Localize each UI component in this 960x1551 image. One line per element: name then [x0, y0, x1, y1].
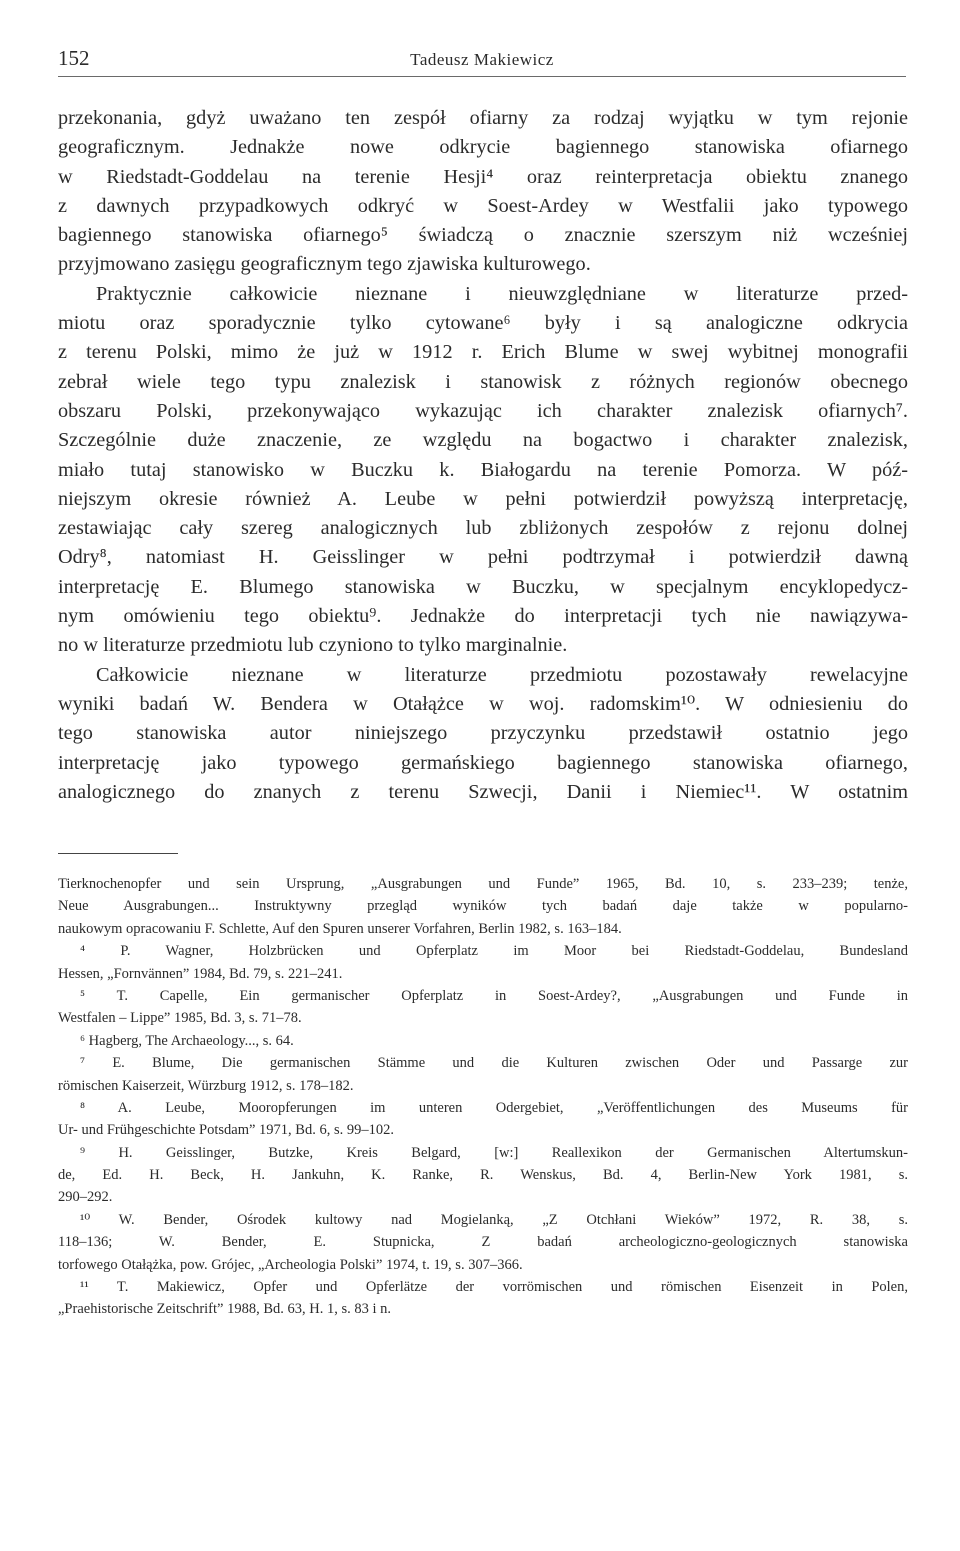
page-header	[58, 44, 906, 77]
footnote-separator	[58, 853, 178, 854]
footnote-line: ⁵ T. Capelle, Ein germanischer Opferplatz in Soest-Ardey?, „Ausgrabungen und Funde in	[80, 987, 908, 1004]
footnote-line: römischen Kaiserzeit, Würzburg 1912, s. 178–182.	[58, 1077, 354, 1094]
text-line: Odry⁸, natomiast H. Geisslinger w pełni podtrzymał i potwierdził dawną	[58, 546, 908, 569]
text-line: wyniki badań W. Bendera w Otałążce w woj. radomskim¹⁰. W odniesieniu do	[58, 692, 908, 715]
text-line: z terenu Polski, mimo że już w 1912 r. Erich Blume w swej wybitnej monografii	[58, 341, 908, 364]
footnote-line: 290–292.	[58, 1189, 113, 1206]
footnote-line: Westfalen – Lippe” 1985, Bd. 3, s. 71–78.	[58, 1010, 302, 1027]
running-head: Tadeusz Makiewicz	[410, 50, 554, 69]
footnote-line: „Praehistorische Zeitschrift” 1988, Bd. 63, H. 1, s. 83 i n.	[58, 1301, 392, 1318]
footnote-line: ⁴ P. Wagner, Holzbrücken und Opferplatz im Moor bei Riedstadt-Goddelau, Bundesland	[80, 943, 908, 960]
footnote-line: Ur- und Frühgeschichte Potsdam” 1971, Bd. 6, s. 99–102.	[58, 1122, 394, 1139]
text-line: obszaru Polski, przekonywająco wykazując ich charakter znalezisk ofiarnych⁷.	[58, 399, 908, 422]
text-line: przekonania, gdyż uważano ten zespół ofiarny za rodzaj wyjątku w tym rejonie	[58, 107, 908, 129]
footnote-line: Neue Ausgrabungen... Instruktywny przegląd wyników tych badań daje także w popularno-	[58, 898, 908, 915]
text-line: bagiennego stanowiska ofiarnego⁵ świadczą o znacznie szerszym niż wcześniej	[58, 224, 908, 247]
text-line: interpretację jako typowego germańskiego bagiennego stanowiska ofiarnego,	[58, 751, 908, 774]
text-line: no w literaturze przedmiotu lub czyniono to tylko marginalnie.	[58, 634, 568, 657]
text-line: Praktycznie całkowicie nieznane i nieuwzględniane w literaturze przed-	[96, 282, 908, 305]
footnote-line: ¹¹ T. Makiewicz, Opfer und Opferlätze der vorrömischen und römischen Eisenzeit in Polen,	[80, 1279, 908, 1296]
footnote-line: ¹⁰ W. Bender, Ośrodek kultowy nad Mogielanką, „Z Otchłani Wieków” 1972, R. 38, s.	[80, 1211, 908, 1228]
text-line: zestawiając cały szereg analogicznych lub zbliżonych zespołów z rejonu dolnej	[58, 517, 908, 540]
text-line: niejszym okresie również A. Leube w pełni potwierdził powyższą interpretację,	[58, 487, 908, 510]
text-line: interpretację E. Blumego stanowiska w Buczku, w specjalnym encyklopedycz-	[58, 575, 908, 598]
footnote-line: Hessen, „Fornvännen” 1984, Bd. 79, s. 221–241.	[58, 965, 343, 982]
footnote-line: Tierknochenopfer und sein Ursprung, „Ausgrabungen und Funde” 1965, Bd. 10, s. 233–239; tenże,	[58, 876, 908, 892]
text-line: zebrał wiele tego typu znalezisk i stanowisk z różnych regionów obecnego	[58, 370, 908, 393]
footnote-line: ⁶ Hagberg, The Archaeology..., s. 64.	[80, 1032, 294, 1049]
footnotes	[58, 873, 908, 1321]
body-text	[58, 104, 908, 807]
footnote-line: ⁸ A. Leube, Mooropferungen im unteren Odergebiet, „Veröffentlichungen des Museums für	[80, 1099, 908, 1116]
footnote-line: ⁹ H. Geisslinger, Butzke, Kreis Belgard, [w:] Reallexikon der Germanischen Altertumskun-	[80, 1144, 908, 1161]
text-line: Całkowicie nieznane w literaturze przedmiotu pozostawały rewelacyjne	[96, 663, 908, 686]
text-line: przyjmowano zasięgu geograficznym tego zjawiska kulturowego.	[58, 253, 591, 276]
text-line: miotu oraz sporadycznie tylko cytowane⁶ były i są analogiczne odkrycia	[58, 312, 908, 335]
footnote-line: ⁷ E. Blume, Die germanischen Stämme und die Kulturen zwischen Oder und Passarge zur	[80, 1055, 908, 1072]
text-line: geograficznym. Jednakże nowe odkrycie bagiennego stanowiska ofiarnego	[58, 136, 908, 159]
text-line: Szczególnie duże znaczenie, ze względu na bogactwo i charakter znalezisk,	[58, 429, 908, 452]
page-number: 152	[58, 46, 90, 70]
text-line: tego stanowiska autor niniejszego przyczynku przedstawił ostatnio jego	[58, 722, 908, 745]
footnote-line: torfowego Otałążka, pow. Grójec, „Archeologia Polski” 1974, t. 19, s. 307–366.	[58, 1256, 523, 1273]
text-line: w Riedstadt-Goddelau na terenie Hesji⁴ oraz reinterpretacja obiektu znanego	[58, 165, 908, 188]
text-line: z dawnych przypadkowych odkryć w Soest-Ardey w Westfalii jako typowego	[58, 194, 908, 217]
text-line: analogicznego do znanych z terenu Szwecji, Danii i Niemiec¹¹. W ostatnim	[58, 780, 908, 803]
footnote-line: naukowym opracowaniu F. Schlette, Auf den Spuren unserer Vorfahren, Berlin 1982, s. 163–184.	[58, 920, 622, 937]
text-line: miało tutaj stanowisko w Buczku k. Białogardu na terenie Pomorza. W póź-	[58, 458, 908, 481]
footnote-line: 118–136; W. Bender, E. Stupnicka, Z badań archeologiczno-geologicznych stanowiska	[58, 1234, 908, 1251]
text-line: nym omówieniu tego obiektu⁹. Jednakże do interpretacji tych nie nawiązywa-	[58, 605, 908, 628]
footnote-line: de, Ed. H. Beck, H. Jankuhn, K. Ranke, R. Wenskus, Bd. 4, Berlin-New York 1981, s.	[58, 1167, 908, 1184]
